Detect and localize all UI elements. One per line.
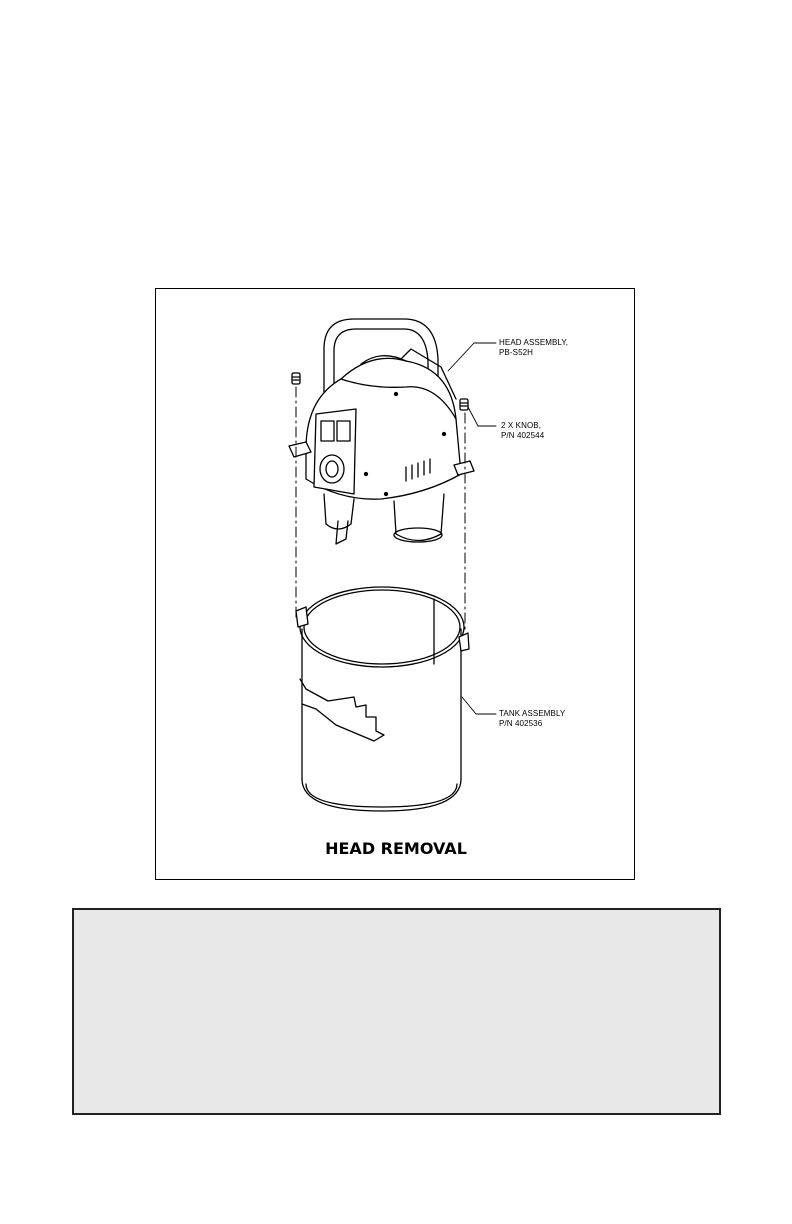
leader-head xyxy=(448,343,496,371)
callout-tank-assembly xyxy=(499,709,565,729)
figure-caption: HEAD REMOVAL xyxy=(325,839,467,858)
callout-head-line1: HEAD ASSEMBLY, xyxy=(499,338,569,347)
exploded-assembly-drawing xyxy=(156,289,636,881)
leader-knob xyxy=(468,407,496,426)
head-assembly xyxy=(289,349,474,544)
callout-tank-line2: P/N 402536 xyxy=(499,719,543,728)
callout-head-line2: PB-S52H xyxy=(499,348,534,357)
callout-tank-line1: TANK ASSEMBLY xyxy=(499,709,566,718)
callout-head-assembly xyxy=(499,338,568,358)
callout-knob-line1: 2 X KNOB, xyxy=(501,421,542,430)
leader-tank xyxy=(462,697,496,714)
figure-frame xyxy=(155,288,635,880)
tank-assembly xyxy=(296,587,469,811)
callout-knob-line2: P/N 402544 xyxy=(501,431,545,440)
knob-left xyxy=(292,373,300,384)
knob-right xyxy=(460,399,468,410)
callout-knob xyxy=(501,421,544,441)
note-box xyxy=(72,908,721,1115)
